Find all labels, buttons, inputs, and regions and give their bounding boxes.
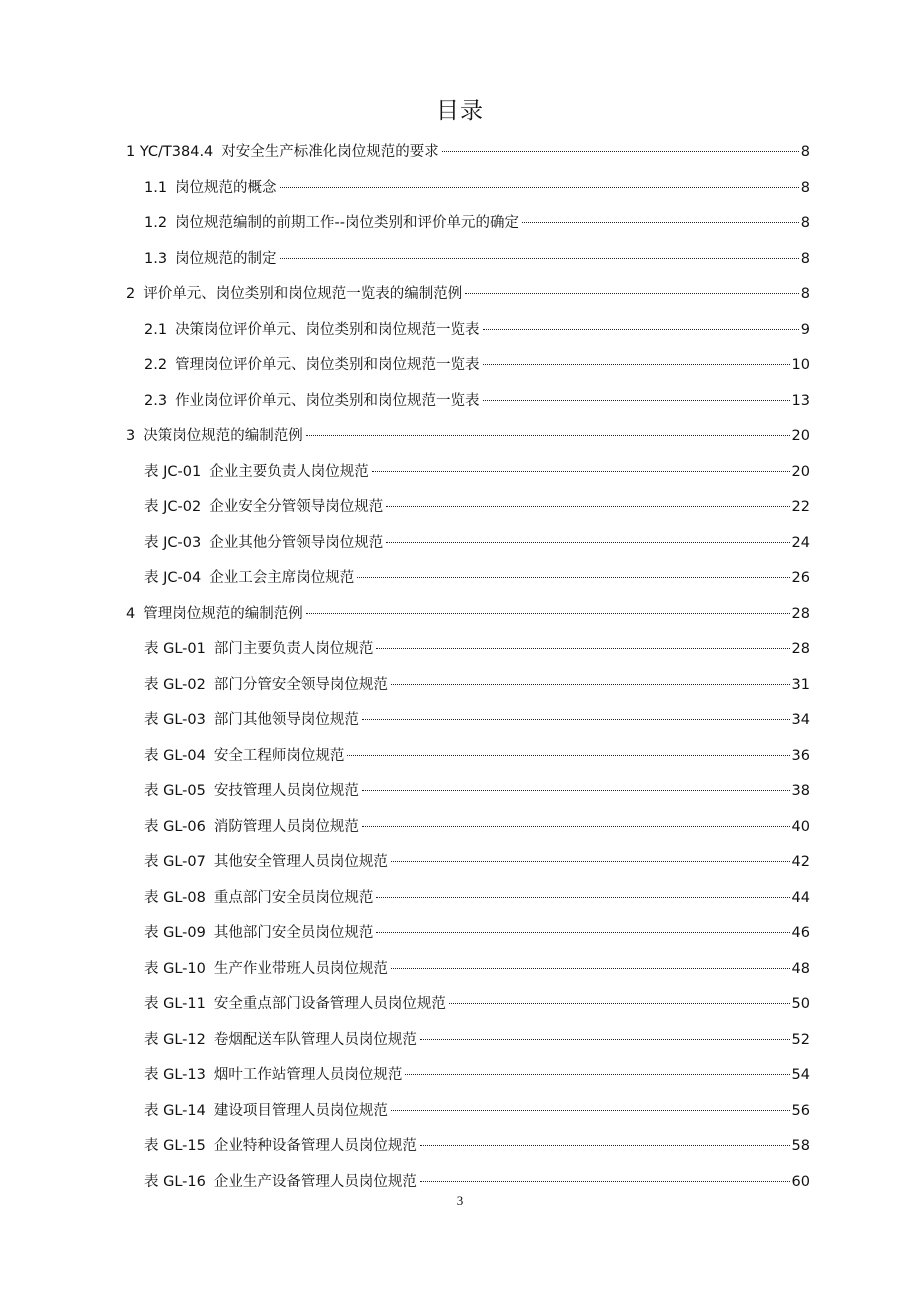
toc-entry-page: 58	[791, 1138, 810, 1154]
toc-entry-text: 卷烟配送车队管理人员岗位规范	[213, 1031, 417, 1048]
toc-subsection-entry[interactable]	[126, 812, 810, 848]
toc-dot-leader	[522, 222, 799, 223]
toc-entry-number: 2.3	[144, 392, 168, 409]
toc-subsection-entry[interactable]	[126, 528, 810, 564]
toc-section-entry[interactable]	[126, 421, 810, 457]
toc-entry-page: 56	[791, 1102, 810, 1119]
toc-subsection-entry[interactable]	[126, 173, 810, 209]
toc-entry-text: 安全重点部门设备管理人员岗位规范	[213, 996, 446, 1012]
toc-subsection-entry[interactable]	[126, 883, 810, 919]
toc-dot-leader	[442, 151, 799, 152]
toc-subsection-entry[interactable]	[126, 670, 810, 706]
toc-entry-number: 表 GL-16	[144, 1173, 206, 1190]
toc-subsection-entry[interactable]	[126, 1060, 810, 1096]
toc-dot-leader	[306, 435, 790, 436]
toc-entry-number: 2.2	[144, 357, 168, 373]
toc-entry-text: 企业工会主席岗位规范	[209, 570, 355, 586]
toc-entry-number: 表 GL-09	[144, 925, 206, 941]
toc-entry-number: 表 GL-10	[144, 960, 206, 977]
toc-entry-number: 表 GL-11	[144, 996, 206, 1012]
toc-entry-number: 4	[126, 605, 136, 622]
toc-dot-leader	[306, 613, 790, 614]
toc-subsection-entry[interactable]	[126, 1131, 810, 1167]
toc-entry-number: 表 GL-02	[144, 676, 206, 693]
toc-entry-page: 52	[791, 1031, 810, 1048]
toc-section-entry[interactable]	[126, 137, 810, 173]
toc-entry-page: 50	[791, 996, 810, 1012]
toc-entry-page: 48	[791, 960, 810, 977]
toc-entry-page: 8	[800, 250, 810, 267]
toc-entry-text: 企业主要负责人岗位规范	[209, 463, 369, 480]
toc-entry-page: 36	[791, 747, 810, 764]
toc-entry-number: 表 JC-02	[144, 499, 202, 515]
toc-entry-text: 其他安全管理人员岗位规范	[213, 854, 388, 870]
toc-dot-leader	[362, 790, 790, 791]
toc-entry-page: 24	[791, 534, 810, 551]
toc-dot-leader	[347, 755, 789, 756]
toc-dot-leader	[420, 1145, 790, 1146]
toc-entry-text: 岗位规范的制定	[175, 250, 277, 267]
toc-entry-page: 40	[791, 818, 810, 835]
toc-entry-number: 1.2	[144, 215, 168, 231]
toc-dot-leader	[420, 1039, 790, 1040]
toc-entry-page: 44	[791, 889, 810, 906]
toc-entry-text: 消防管理人员岗位规范	[213, 818, 359, 835]
toc-entry-text: 重点部门安全员岗位规范	[213, 889, 374, 906]
toc-dot-leader	[391, 861, 790, 862]
toc-entry-text: 安技管理人员岗位规范	[213, 783, 359, 799]
toc-entry-text: 烟叶工作站管理人员岗位规范	[213, 1067, 403, 1083]
toc-entry-page: 13	[791, 392, 810, 409]
toc-subsection-entry[interactable]	[126, 705, 810, 741]
toc-subsection-entry[interactable]	[126, 1025, 810, 1061]
toc-entry-text: 评价单元、岗位类别和岗位规范一览表的编制范例	[143, 286, 463, 302]
toc-dot-leader	[483, 329, 799, 330]
toc-entry-number: 表 GL-15	[144, 1138, 206, 1154]
toc-entry-number: 表 GL-13	[144, 1067, 206, 1083]
toc-entry-number: 表 GL-01	[144, 641, 206, 657]
toc-dot-leader	[405, 1074, 789, 1075]
toc-entry-page: 8	[800, 144, 810, 160]
toc-entry-text: 决策岗位规范的编制范例	[143, 428, 303, 444]
toc-subsection-entry[interactable]	[126, 918, 810, 954]
toc-entry-page: 26	[791, 570, 810, 586]
toc-entry-text: 企业其他分管领导岗位规范	[209, 534, 384, 551]
toc-section-entry[interactable]	[126, 279, 810, 315]
toc-subsection-entry[interactable]	[126, 741, 810, 777]
toc-subsection-entry[interactable]	[126, 492, 810, 528]
toc-entry-number: 1.3	[144, 250, 168, 267]
toc-dot-leader	[420, 1181, 790, 1182]
toc-entry-number: 表 GL-12	[144, 1031, 206, 1048]
toc-entry-number: 表 GL-06	[144, 818, 206, 835]
toc-dot-leader	[362, 719, 790, 720]
toc-dot-leader	[391, 1110, 790, 1111]
toc-entry-number: 表 JC-01	[144, 463, 202, 480]
toc-entry-number: 1 YC/T384.4	[126, 144, 214, 160]
toc-dot-leader	[391, 968, 790, 969]
toc-entry-number: 表 GL-07	[144, 854, 206, 870]
toc-entry-text: 安全工程师岗位规范	[213, 747, 345, 764]
toc-entry-page: 8	[800, 215, 810, 231]
page-number: 3	[456, 1193, 464, 1208]
toc-entry-text: 对安全生产标准化岗位规范的要求	[221, 144, 439, 160]
toc-entry-number: 表 GL-04	[144, 747, 206, 764]
toc-entry-page: 54	[791, 1067, 810, 1083]
toc-subsection-entry[interactable]	[126, 208, 810, 244]
toc-entry-page: 46	[791, 925, 810, 941]
toc-dot-leader	[483, 400, 790, 401]
toc-entry-page: 8	[800, 286, 810, 302]
toc-entry-page: 28	[791, 605, 810, 622]
toc-entry-text: 企业安全分管领导岗位规范	[209, 499, 384, 515]
toc-entry-page: 34	[791, 712, 810, 728]
toc-entry-number: 表 GL-05	[144, 783, 206, 799]
toc-dot-leader	[449, 1003, 790, 1004]
toc-entry-number: 3	[126, 428, 136, 444]
toc-entry-text: 岗位规范的概念	[175, 179, 277, 196]
toc-subsection-entry[interactable]	[126, 1096, 810, 1132]
toc-entry-text: 其他部门安全员岗位规范	[213, 925, 374, 941]
toc-subsection-entry[interactable]	[126, 776, 810, 812]
toc-subsection-entry[interactable]	[126, 634, 810, 670]
toc-dot-leader	[362, 826, 790, 827]
toc-entry-text: 企业特种设备管理人员岗位规范	[213, 1138, 417, 1154]
toc-entry-page: 38	[791, 783, 810, 799]
toc-list	[126, 137, 810, 1202]
toc-entry-text: 企业生产设备管理人员岗位规范	[213, 1173, 417, 1190]
toc-dot-leader	[465, 293, 799, 294]
toc-entry-text: 部门主要负责人岗位规范	[213, 641, 374, 657]
toc-entry-text: 建设项目管理人员岗位规范	[213, 1102, 388, 1119]
toc-entry-page: 42	[791, 854, 810, 870]
toc-entry-page: 28	[791, 641, 810, 657]
toc-entry-text: 管理岗位评价单元、岗位类别和岗位规范一览表	[175, 357, 480, 373]
toc-dot-leader	[386, 506, 789, 507]
toc-subsection-entry[interactable]	[126, 847, 810, 883]
toc-entry-number: 表 GL-14	[144, 1102, 206, 1119]
toc-entry-text: 部门分管安全领导岗位规范	[213, 676, 388, 693]
toc-entry-page: 31	[791, 676, 810, 693]
toc-entry-page: 22	[791, 499, 810, 515]
toc-section-entry[interactable]	[126, 599, 810, 635]
toc-entry-number: 2	[126, 286, 136, 302]
toc-entry-page: 20	[791, 463, 810, 480]
toc-dot-leader	[376, 648, 789, 649]
toc-entry-page: 9	[800, 321, 810, 338]
toc-dot-leader	[376, 897, 789, 898]
toc-dot-leader	[391, 684, 790, 685]
toc-entry-text: 作业岗位评价单元、岗位类别和岗位规范一览表	[175, 392, 480, 409]
toc-entry-text: 管理岗位规范的编制范例	[143, 605, 303, 622]
toc-entry-text: 岗位规范编制的前期工作--岗位类别和评价单元的确定	[175, 215, 520, 231]
toc-subsection-entry[interactable]	[126, 386, 810, 422]
toc-entry-number: 表 GL-08	[144, 889, 206, 906]
toc-entry-text: 部门其他领导岗位规范	[213, 712, 359, 728]
toc-subsection-entry[interactable]	[126, 954, 810, 990]
toc-dot-leader	[280, 187, 799, 188]
toc-dot-leader	[357, 577, 789, 578]
toc-entry-number: 表 GL-03	[144, 712, 206, 728]
toc-subsection-entry[interactable]	[126, 244, 810, 280]
toc-entry-page: 60	[791, 1173, 810, 1190]
toc-dot-leader	[280, 258, 799, 259]
toc-entry-number: 1.1	[144, 179, 168, 196]
toc-dot-leader	[376, 932, 789, 933]
toc-subsection-entry[interactable]	[126, 350, 810, 386]
toc-subsection-entry[interactable]	[126, 989, 810, 1025]
toc-entry-number: 2.1	[144, 321, 168, 338]
toc-dot-leader	[483, 364, 790, 365]
toc-dot-leader	[372, 471, 790, 472]
toc-subsection-entry[interactable]	[126, 563, 810, 599]
toc-entry-text: 生产作业带班人员岗位规范	[213, 960, 388, 977]
toc-subsection-entry[interactable]	[126, 315, 810, 351]
toc-title: 目录	[436, 98, 484, 124]
toc-entry-page: 20	[791, 428, 810, 444]
toc-entry-number: 表 JC-04	[144, 570, 202, 586]
toc-entry-page: 10	[791, 357, 810, 373]
toc-dot-leader	[386, 542, 789, 543]
toc-entry-page: 8	[800, 179, 810, 196]
toc-subsection-entry[interactable]	[126, 457, 810, 493]
toc-entry-text: 决策岗位评价单元、岗位类别和岗位规范一览表	[175, 321, 480, 338]
toc-entry-number: 表 JC-03	[144, 534, 202, 551]
